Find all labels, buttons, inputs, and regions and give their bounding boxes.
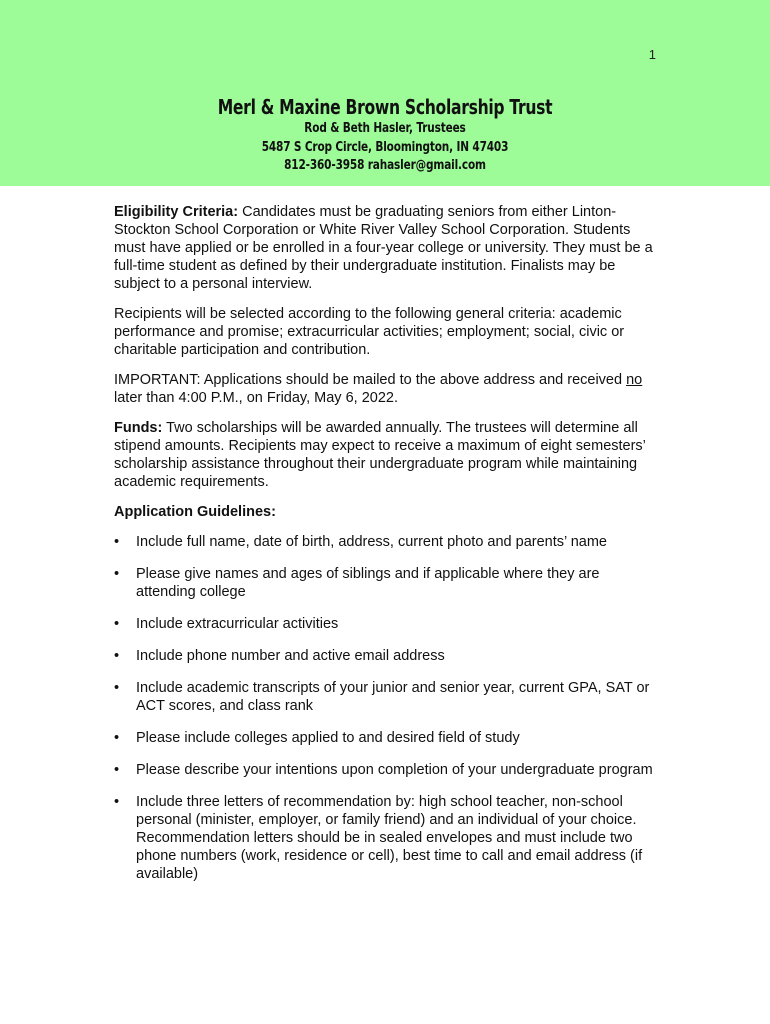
bullet-icon: •	[114, 648, 120, 664]
important-text-before: IMPORTANT: Applications should be mailed to the above address and received	[114, 372, 627, 388]
document-body	[114, 203, 662, 897]
guidelines-list	[114, 533, 662, 883]
list-item	[114, 565, 662, 601]
bullet-icon: •	[114, 566, 120, 582]
list-item-text: Please describe your intentions upon completion of your undergraduate program	[136, 762, 653, 778]
bullet-icon: •	[114, 616, 120, 632]
bullet-icon: •	[114, 794, 120, 810]
funds-text: Two scholarships will be awarded annually. The trustees will determine all stipend amounts. Recipients may expect to receive a maximum of eight semesters’ scholarship assistance throughout their undergraduate program while maintaining academic requirements.	[114, 420, 646, 490]
list-item	[114, 615, 662, 633]
list-item-text: Include phone number and active email address	[136, 648, 445, 664]
trustees-line: Rod & Beth Hasler, Trustees	[304, 120, 466, 136]
contact-line: 812-360-3958 rahasler@gmail.com	[284, 157, 486, 173]
page-number: 1	[648, 47, 656, 62]
list-item	[114, 647, 662, 665]
list-item-text: Include academic transcripts of your junior and senior year, current GPA, SAT or ACT scores, and class rank	[136, 680, 650, 714]
bullet-icon: •	[114, 534, 120, 550]
header-banner	[0, 0, 770, 186]
list-item-text: Include extracurricular activities	[136, 616, 339, 632]
list-item	[114, 679, 662, 715]
guidelines-heading: Application Guidelines:	[114, 504, 276, 520]
recipients-paragraph: Recipients will be selected according to the following general criteria: academic performance and promise; extracurricular activities; employment; social, civic or charitable participation and contribution.	[114, 306, 625, 358]
list-item-text: Please include colleges applied to and desired field of study	[136, 730, 520, 746]
eligibility-paragraph	[114, 203, 662, 293]
important-text-after: later than 4:00 P.M., on Friday, May 6, 2022.	[114, 390, 398, 406]
list-item-text: Include full name, date of birth, address, current photo and parents’ name	[136, 534, 607, 550]
bullet-icon: •	[114, 730, 120, 746]
bullet-icon: •	[114, 762, 120, 778]
funds-paragraph	[114, 419, 662, 491]
list-item	[114, 761, 662, 779]
list-item	[114, 533, 662, 551]
list-item-text: Include three letters of recommendation by: high school teacher, non-school personal (minister, employer, or family friend) and an individual of your choice. Recommendation letters should be in sealed envelopes and must include two phone numbers (work, residence or cell), best time to call and email address (if available)	[136, 794, 643, 882]
list-item	[114, 793, 662, 883]
important-paragraph	[114, 371, 662, 407]
eligibility-label: Eligibility Criteria:	[114, 204, 239, 220]
document-title: Merl & Maxine Brown Scholarship Trust	[217, 95, 553, 119]
bullet-icon: •	[114, 680, 120, 696]
funds-label: Funds:	[114, 420, 163, 436]
important-underlined-no: no	[626, 372, 643, 388]
list-item-text: Please give names and ages of siblings and if applicable where they are attending college	[136, 566, 600, 600]
address-line: 5487 S Crop Circle, Bloomington, IN 47403	[261, 139, 509, 155]
list-item	[114, 729, 662, 747]
eligibility-text: Candidates must be graduating seniors from either Linton-Stockton School Corporation or White River Valley School Corporation. Students must have applied or be enrolled in a four-year college or university. They must be a full-time student as defined by their undergraduate institution. Finalists may be subject to a personal interview.	[114, 204, 653, 292]
